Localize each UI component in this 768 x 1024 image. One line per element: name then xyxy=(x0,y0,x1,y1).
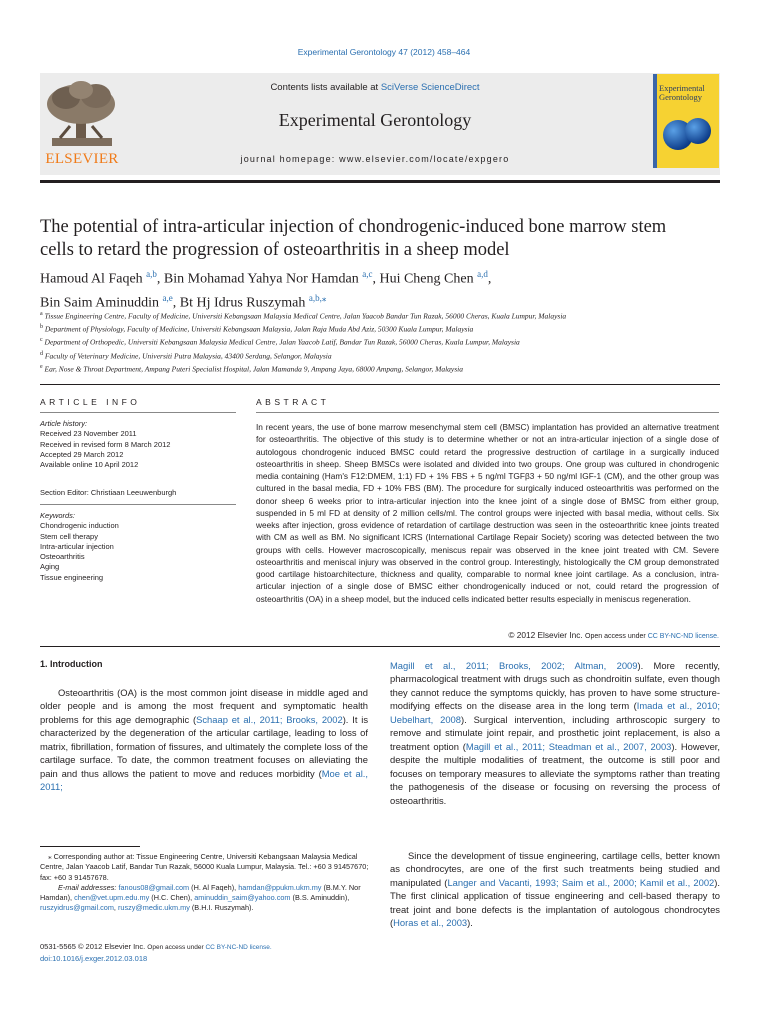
author-affiliation-marker[interactable]: a,c xyxy=(362,269,373,279)
article-info-heading: ARTICLE INFO xyxy=(40,397,141,407)
history-item: Accepted 29 March 2012 xyxy=(40,449,124,459)
email-link[interactable]: chen@vet.upm.edu.my xyxy=(74,893,150,903)
journal-title: Experimental Gerontology xyxy=(278,110,472,130)
affiliation-text: Department of Orthopedic, Universiti Kebangsaan Malaysia Medical Centre, Jalan Yaacob Latif, Bandar Tun Razak, 56000 Cheras, Kuala Lumpur, Malaysia xyxy=(44,337,520,347)
author-separator: , xyxy=(372,271,380,287)
issn-doi xyxy=(40,941,370,964)
affiliation-key: a xyxy=(40,311,43,317)
footnote-rule xyxy=(40,846,140,847)
keyword: Tissue engineering xyxy=(40,572,104,582)
author-affiliation-marker[interactable]: a,d xyxy=(477,269,488,279)
section-editor: Section Editor: Christiaan Leeuwenburgh xyxy=(40,488,177,497)
email-owner: , xyxy=(113,903,118,913)
affiliation-item xyxy=(40,335,730,348)
author-name[interactable]: Bin Mohamad Yahya Nor Hamdan xyxy=(163,271,359,287)
journal-citation[interactable]: Experimental Gerontology 47 (2012) 458–464 xyxy=(297,47,471,57)
publisher-wordmark: ELSEVIER xyxy=(45,151,119,167)
author-list xyxy=(40,265,730,312)
license-link[interactable]: CC BY-NC-ND license. xyxy=(205,944,272,951)
email-label: E-mail addresses: xyxy=(58,882,119,892)
body-text: ). Surgical intervention, including arthroscopic surgery to remove and stimulate joint repair, and prosthetic joint replacement, is also a treatment option ( xyxy=(390,713,720,752)
keyword: Intra-articular injection xyxy=(40,541,114,551)
body-text: ). xyxy=(467,917,473,929)
cover-title-line1: Experimental xyxy=(659,83,705,93)
article-title xyxy=(40,216,730,262)
author-affiliation-marker[interactable]: a,e xyxy=(162,292,173,303)
body-paragraph xyxy=(390,849,720,930)
keyword: Chondrogenic induction xyxy=(40,521,119,531)
license-prefix: Open access under xyxy=(147,944,206,951)
contents-availability xyxy=(130,82,620,93)
email-list xyxy=(40,883,370,914)
history-item: Received 23 November 2011 xyxy=(40,429,137,439)
citation-link[interactable]: Schaap et al., 2011; Brooks, 2002 xyxy=(196,713,343,725)
sciencedirect-link[interactable]: SciVerse ScienceDirect xyxy=(380,82,480,93)
affiliation-text: Department of Physiology, Faculty of Medicine, Universiti Kebangsaan Malaysia, Jalan Raja Muda Abd Aziz, 50300 Kuala Lumpur, Malaysia xyxy=(44,324,474,334)
abstract-rule xyxy=(256,412,719,413)
abstract-body: In recent years, the use of bone marrow mesenchymal stem cell (BMSC) implantation has provided an alternative treatment for osteoarthritis. The objective of this study is to determine whether or not an intra-articular injection of a single dose of autologous chondrogenic induced BMSC could retard the progressive destruction of cartilage in a surgically induced osteoarthritis in sheep. Sheep BMSCs were isolated and divided into two groups. One group was cultured in chondrogenic media containing (Ham's F12:DMEM, 1:1) FD + 1% FBS + 5 ng/ml TGFβ3 + 50 ng/ml IGF-1 (CM), and the other group was cultured in the basal media, FD + 10% FBS (BM). The procedure for surgically induced osteoarthritis was performed on the donor sheep 6 weeks prior to intra-articular injection into the knee joint of a single dose of BMSC from either group, suspended in 5 ml FD at density of 2 million cells/ml. The control groups were injected with basal media, without cells. Six weeks after injection, gross evidence of retardation of cartilage destruction was seen in the osteoarthritic knee joints treated with CM as well as BM. No significant ICRS (International Cartilage Repair Society) scoring was detected between the two groups with cells. However macroscopically, meniscus repair was observed in the knee joint treated with CM. Severe osteoarthritis and meniscal injury was observed in the control group. Interestingly, histologically the CM group demonstrated good cartilage histoarchitecture, thickness and quality, comparable to normal knee joint cartilage. As a conclusion, intra-articular injection of a single dose of BMSC either chondrogenically induced or not, could retard the progression of osteoarthritis (OA) in a sheep model, but the induced cells indicated better results especially in meniscus regeneration. xyxy=(256,422,719,604)
journal-homepage[interactable]: journal homepage: www.elsevier.com/locate/expgero xyxy=(240,154,510,164)
email-owner: (H. Al Faqeh), xyxy=(189,882,239,892)
abstract-heading: ABSTRACT xyxy=(256,397,330,407)
email-owner: (H.C. Chen), xyxy=(149,893,195,903)
affiliation-item xyxy=(40,322,730,335)
author-affiliation-marker[interactable]: a,b xyxy=(146,269,157,279)
author-separator: , xyxy=(172,295,180,311)
author-name[interactable]: Bin Saim Aminuddin xyxy=(40,295,160,311)
doi-link[interactable]: doi:10.1016/j.exger.2012.03.018 xyxy=(40,954,148,963)
email-owner: (B.S. Aminuddin), xyxy=(290,893,350,903)
citation-link[interactable]: Magill et al., 2011; Steadman et al., 2007, 2003 xyxy=(465,740,672,752)
body-text: Osteoarthritis (OA) is the most common joint disease in middle aged and older people and is among the most frequent and symptomatic health problems for this age demographic ( xyxy=(40,687,368,725)
cover-spine xyxy=(653,74,657,168)
email-owner: (B.H.I. Ruszymah). xyxy=(189,903,254,913)
history-label: Article history: xyxy=(40,419,88,428)
copyright-text: © 2012 Elsevier Inc. xyxy=(508,630,583,640)
citation-link[interactable]: Horas et al., 2003 xyxy=(393,917,468,929)
keyword: Stem cell therapy xyxy=(40,531,98,541)
body-text: ). It is characterized by the degeneration of the articular cartilage, leading to loss of matrix, fibrillation, formation of fissures, and ultimately the complete loss of the cartilage surface. To date, the common treatment focuses on alleviating the pain and thus allows the patient to move and reduces morbidity ( xyxy=(40,713,369,779)
cover-title xyxy=(659,84,705,102)
keyword: Aging xyxy=(40,562,60,572)
keyword: Osteoarthritis xyxy=(40,552,85,562)
body-paragraph xyxy=(40,686,368,794)
affiliation-item xyxy=(40,349,730,362)
email-link[interactable]: fanous08@gmail.com xyxy=(118,882,190,892)
body-paragraph xyxy=(390,659,720,807)
affiliation-key: c xyxy=(40,337,43,344)
cover-title-line2: Gerontology xyxy=(659,92,702,102)
citation-link[interactable]: Magill et al., 2011; Brooks, 2002; Altman, 2009 xyxy=(390,660,638,671)
body-text: ). More recently, pharmacological treatment with drugs such as chondroitin sulfate, even though they cannot reduce the symptoms quickly, has proven to have some structure-modifying effects on the disease area in the long term ( xyxy=(390,660,721,712)
citation-link[interactable]: Imada et al., 2010; Uebelhart, 2008 xyxy=(390,700,720,725)
abstract-copyright xyxy=(256,630,719,640)
author-name[interactable]: Hui Cheng Chen xyxy=(379,271,474,287)
affiliation-list xyxy=(40,309,730,375)
keywords xyxy=(40,511,240,583)
header-rule xyxy=(40,180,720,183)
affiliation-key: e xyxy=(40,363,43,370)
affiliation-text: Ear, Nose & Throat Department, Ampang Puteri Specialist Hospital, Jalan Mamanda 9, Ampang Jaya, 68000 Ampang, Selangor, Malaysia xyxy=(44,364,463,374)
title-rule xyxy=(40,384,720,385)
affiliation-text: Tissue Engineering Centre, Faculty of Medicine, Universiti Kebangsaan Malaysia Medical Centre, Jalan Yaacob Bandar Tun Razak, 56000 Cheras, Kuala Lumpur, Malaysia xyxy=(44,311,567,321)
email-link[interactable]: aminuddin_saim@yahoo.com xyxy=(194,893,291,903)
cover-globe-graphic xyxy=(685,118,711,144)
license-prefix: Open access under xyxy=(585,633,648,640)
author-separator: , xyxy=(156,271,164,287)
contents-prefix: Contents lists available at xyxy=(270,82,381,93)
issn-text: 0531-5565 © 2012 Elsevier Inc. xyxy=(40,942,146,951)
article-history xyxy=(40,419,240,470)
affiliation-key: d xyxy=(40,350,43,357)
affiliation-item xyxy=(40,309,730,322)
author-name[interactable]: Hamoud Al Faqeh xyxy=(40,271,143,287)
citation-link[interactable]: Moe et al., 2011; xyxy=(40,767,368,793)
history-item: Received in revised form 8 March 2012 xyxy=(40,439,171,449)
abstract-rule-bottom xyxy=(40,646,720,647)
section-heading: 1. Introduction xyxy=(40,659,103,669)
email-owner: (B.M.Y. Nor Hamdan), xyxy=(40,882,361,903)
keywords-label: Keywords: xyxy=(40,511,76,520)
body-text: ). However, despite the multiple modalities of treatment, the outcome is still poor and focuses on temporary measures to alleviate the symptoms rather than treating the pathogenesis of the disease or focusing on reversing the process of osteoarthritis. xyxy=(390,740,720,806)
article-info-rule xyxy=(40,412,236,413)
corresponding-author-footnote xyxy=(40,852,370,914)
affiliation-key: b xyxy=(40,324,43,331)
body-text: ). The first clinical application of tissue engineering and cell-based therapy to treat joint and bone defects is the implantation of autologous chondrocytes ( xyxy=(390,876,720,929)
history-item: Available online 10 April 2012 xyxy=(40,460,139,470)
issn-line xyxy=(40,941,370,953)
affiliation-item xyxy=(40,362,730,375)
license-link[interactable]: CC BY-NC-ND license. xyxy=(647,633,719,640)
article-title-line2: cells to retard the progression of osteoarthritis in a sheep model xyxy=(40,240,510,260)
email-link[interactable]: hamdan@ppukm.ukm.my xyxy=(238,882,322,892)
email-link[interactable]: ruszyidrus@gmail.com xyxy=(40,903,114,913)
citation-link[interactable]: Langer and Vacanti, 1993; Saim et al., 2000; Kamil et al., 2002 xyxy=(447,876,715,888)
author-name[interactable]: Bt Hj Idrus Ruszymah xyxy=(179,295,306,311)
keywords-rule xyxy=(40,504,236,505)
corresponding-author-text: ⁎ Corresponding author at: Tissue Engineering Centre, Universiti Kebangsaan Malaysia Medical Centre, Jalan Yaacob Latif, Bandar Tun Razak, 56000 Kuala Lumpur, Malaysia. Tel.: +60 3 91457670; fax: +60 3 91457678. xyxy=(40,852,369,882)
email-link[interactable]: ruszy@medic.ukm.my xyxy=(117,903,190,913)
body-text: Since the development of tissue engineering, cartilage cells, better known as chondrocytes, are one of the first such treatments being studied and manipulated ( xyxy=(390,850,720,888)
author-affiliation-marker[interactable]: a,b,⁎ xyxy=(308,292,327,303)
affiliation-text: Faculty of Veterinary Medicine, Universiti Putra Malaysia, 43400 Serdang, Selangor, Malaysia xyxy=(44,351,332,361)
author-separator: , xyxy=(487,271,492,287)
journal-cover-thumbnail[interactable] xyxy=(653,74,719,168)
article-title-line1: The potential of intra-articular injection of chondrogenic-induced bone marrow stem xyxy=(40,217,667,237)
